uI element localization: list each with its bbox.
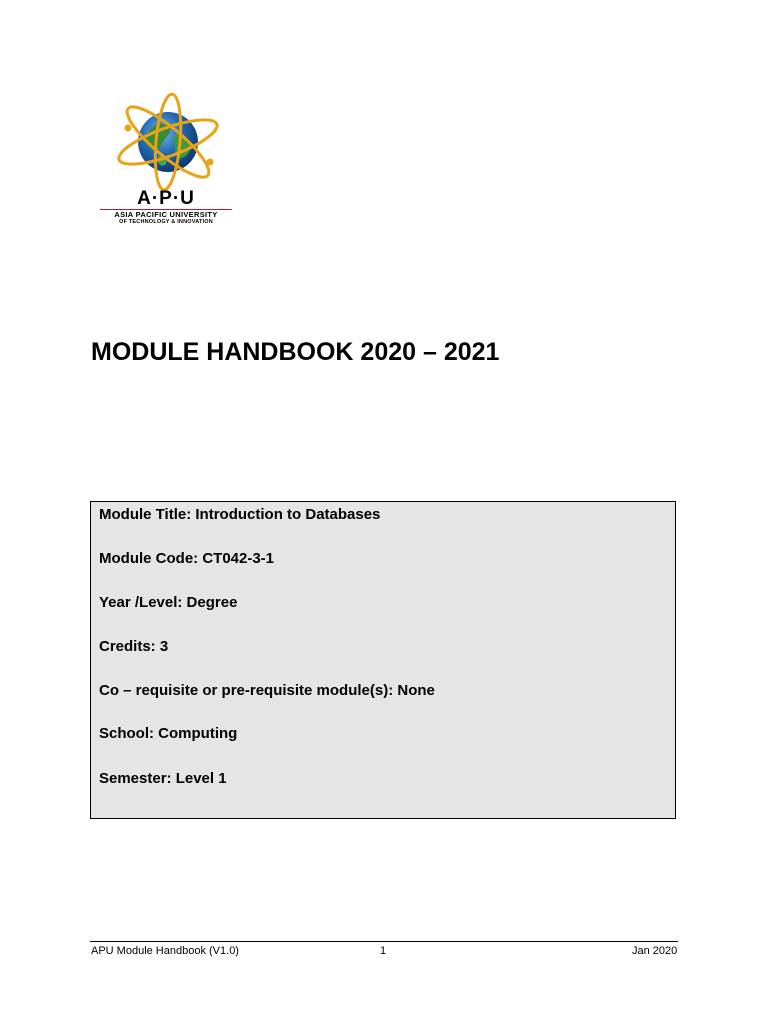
- credits: Credits: 3: [99, 638, 169, 655]
- requisite-modules: Co – requisite or pre-requisite module(s): None: [99, 682, 435, 699]
- footer-page-number: 1: [380, 945, 387, 957]
- globe-atom-icon: [92, 92, 240, 192]
- footer-date: Jan 2020: [632, 945, 678, 957]
- module-info-box: [90, 501, 676, 819]
- module-code: Module Code: CT042-3-1: [99, 550, 275, 567]
- footer-handbook-version: APU Module Handbook (V1.0): [91, 945, 239, 957]
- apu-logo: [92, 92, 240, 238]
- year-level: Year /Level: Degree: [99, 594, 238, 611]
- school: School: Computing: [99, 725, 238, 742]
- logo-acronym: A·P·U: [137, 188, 195, 209]
- semester: Semester: Level 1: [99, 770, 227, 787]
- module-title: Module Title: Introduction to Databases: [99, 506, 381, 523]
- logo-university-name: ASIA PACIFIC UNIVERSITY: [114, 210, 218, 219]
- footer-divider: [90, 941, 678, 942]
- logo-university-subtitle: OF TECHNOLOGY & INNOVATION: [119, 219, 213, 225]
- document-title: MODULE HANDBOOK 2020 – 2021: [91, 338, 500, 366]
